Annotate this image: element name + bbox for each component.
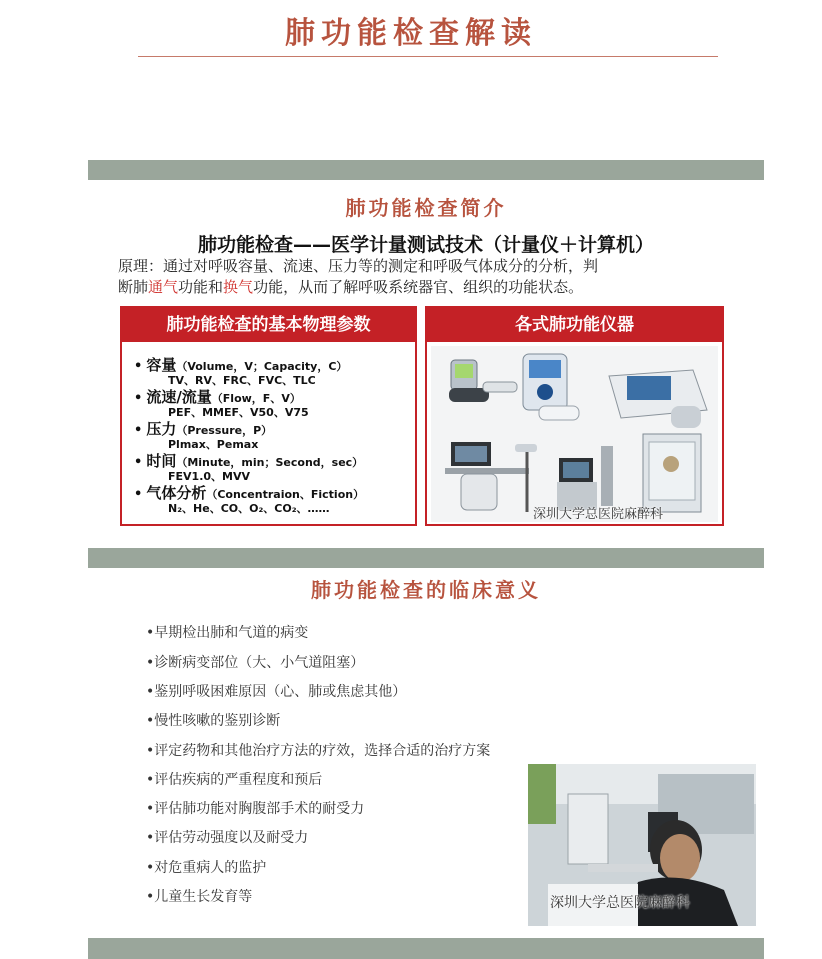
list-item: •评估肺功能对胸腹部手术的耐受力 <box>146 801 365 817</box>
watermark-text: 深圳大学总医院麻醉科 <box>550 895 690 911</box>
param-pressure-sub: Plmax、Pemax <box>168 438 259 451</box>
instruments-box-header: 各式肺功能仪器 <box>427 308 722 342</box>
physical-params-box <box>120 306 417 526</box>
slide-intro-title: 肺功能检查简介 <box>345 196 507 220</box>
instruments-photo <box>431 346 718 522</box>
workstation-image <box>445 442 537 512</box>
principle-line-1: 原理：通过对呼吸容量、流速、压力等的测定和呼吸气体成分的分析，判 <box>118 257 599 275</box>
slide-divider-band <box>88 938 764 959</box>
principle-line-2: 断肺通气功能和换气功能，从而了解呼吸系统器官、组织的功能状态。 <box>118 278 584 296</box>
list-item: •慢性咳嗽的鉴别诊断 <box>146 713 281 729</box>
highlight-ventilation: 通气 <box>148 278 179 296</box>
param-volume-sub: TV、RV、FRC、FVC、TLC <box>168 374 316 387</box>
portable-spirometer-image <box>523 354 579 420</box>
list-item: •早期检出肺和气道的病变 <box>146 625 309 641</box>
param-time-sub: FEV1.0、MVV <box>168 470 251 483</box>
desktop-analyzer-image <box>609 370 707 428</box>
slide-divider-band <box>88 548 764 568</box>
param-pressure: • 压力（Pressure，P） <box>134 420 273 438</box>
slide-significance-title: 肺功能检查的临床意义 <box>311 578 541 602</box>
param-gas-sub: N₂、He、CO、O₂、CO₂、…… <box>168 502 330 515</box>
principle-text <box>118 256 724 298</box>
patient-test-photo <box>528 764 756 926</box>
page-title: 肺功能检查解读 <box>285 16 537 51</box>
cart-image <box>557 446 613 510</box>
list-item: •对危重病人的监护 <box>146 860 267 876</box>
param-flow-sub: PEF、MMEF、V50、V75 <box>168 406 309 419</box>
param-gas: • 气体分析（Concentraion、Fiction） <box>134 484 365 502</box>
slide-intro-subtitle: 肺功能检查——医学计量测试技术（计量仪＋计算机） <box>197 234 654 256</box>
title-divider <box>138 56 718 57</box>
body-plethysmograph-image <box>643 434 701 512</box>
handheld-spirometer-image <box>449 360 517 402</box>
list-item: •评估疾病的严重程度和预后 <box>146 772 323 788</box>
list-item: •评估劳动强度以及耐受力 <box>146 830 309 846</box>
params-box-header: 肺功能检查的基本物理参数 <box>122 308 415 342</box>
param-volume: • 容量（Volume，V；Capacity，C） <box>134 356 348 374</box>
instruments-box <box>425 306 724 526</box>
param-flow: • 流速/流量（Flow，F、V） <box>134 388 301 406</box>
param-time: • 时间（Minute，min；Second，sec） <box>134 452 364 470</box>
watermark-text: 深圳大学总医院麻醉科 <box>533 507 664 522</box>
instruments-illustration <box>431 346 718 522</box>
list-item: •评定药物和其他治疗方法的疗效，选择合适的治疗方案 <box>146 743 491 759</box>
list-item: •诊断病变部位（大、小气道阻塞） <box>146 655 365 671</box>
highlight-gas-exchange: 换气 <box>223 278 254 296</box>
list-item: •鉴别呼吸困难原因（心、肺或焦虑其他） <box>146 684 407 700</box>
list-item: •儿童生长发育等 <box>146 889 253 905</box>
slide-divider-band <box>88 160 764 180</box>
